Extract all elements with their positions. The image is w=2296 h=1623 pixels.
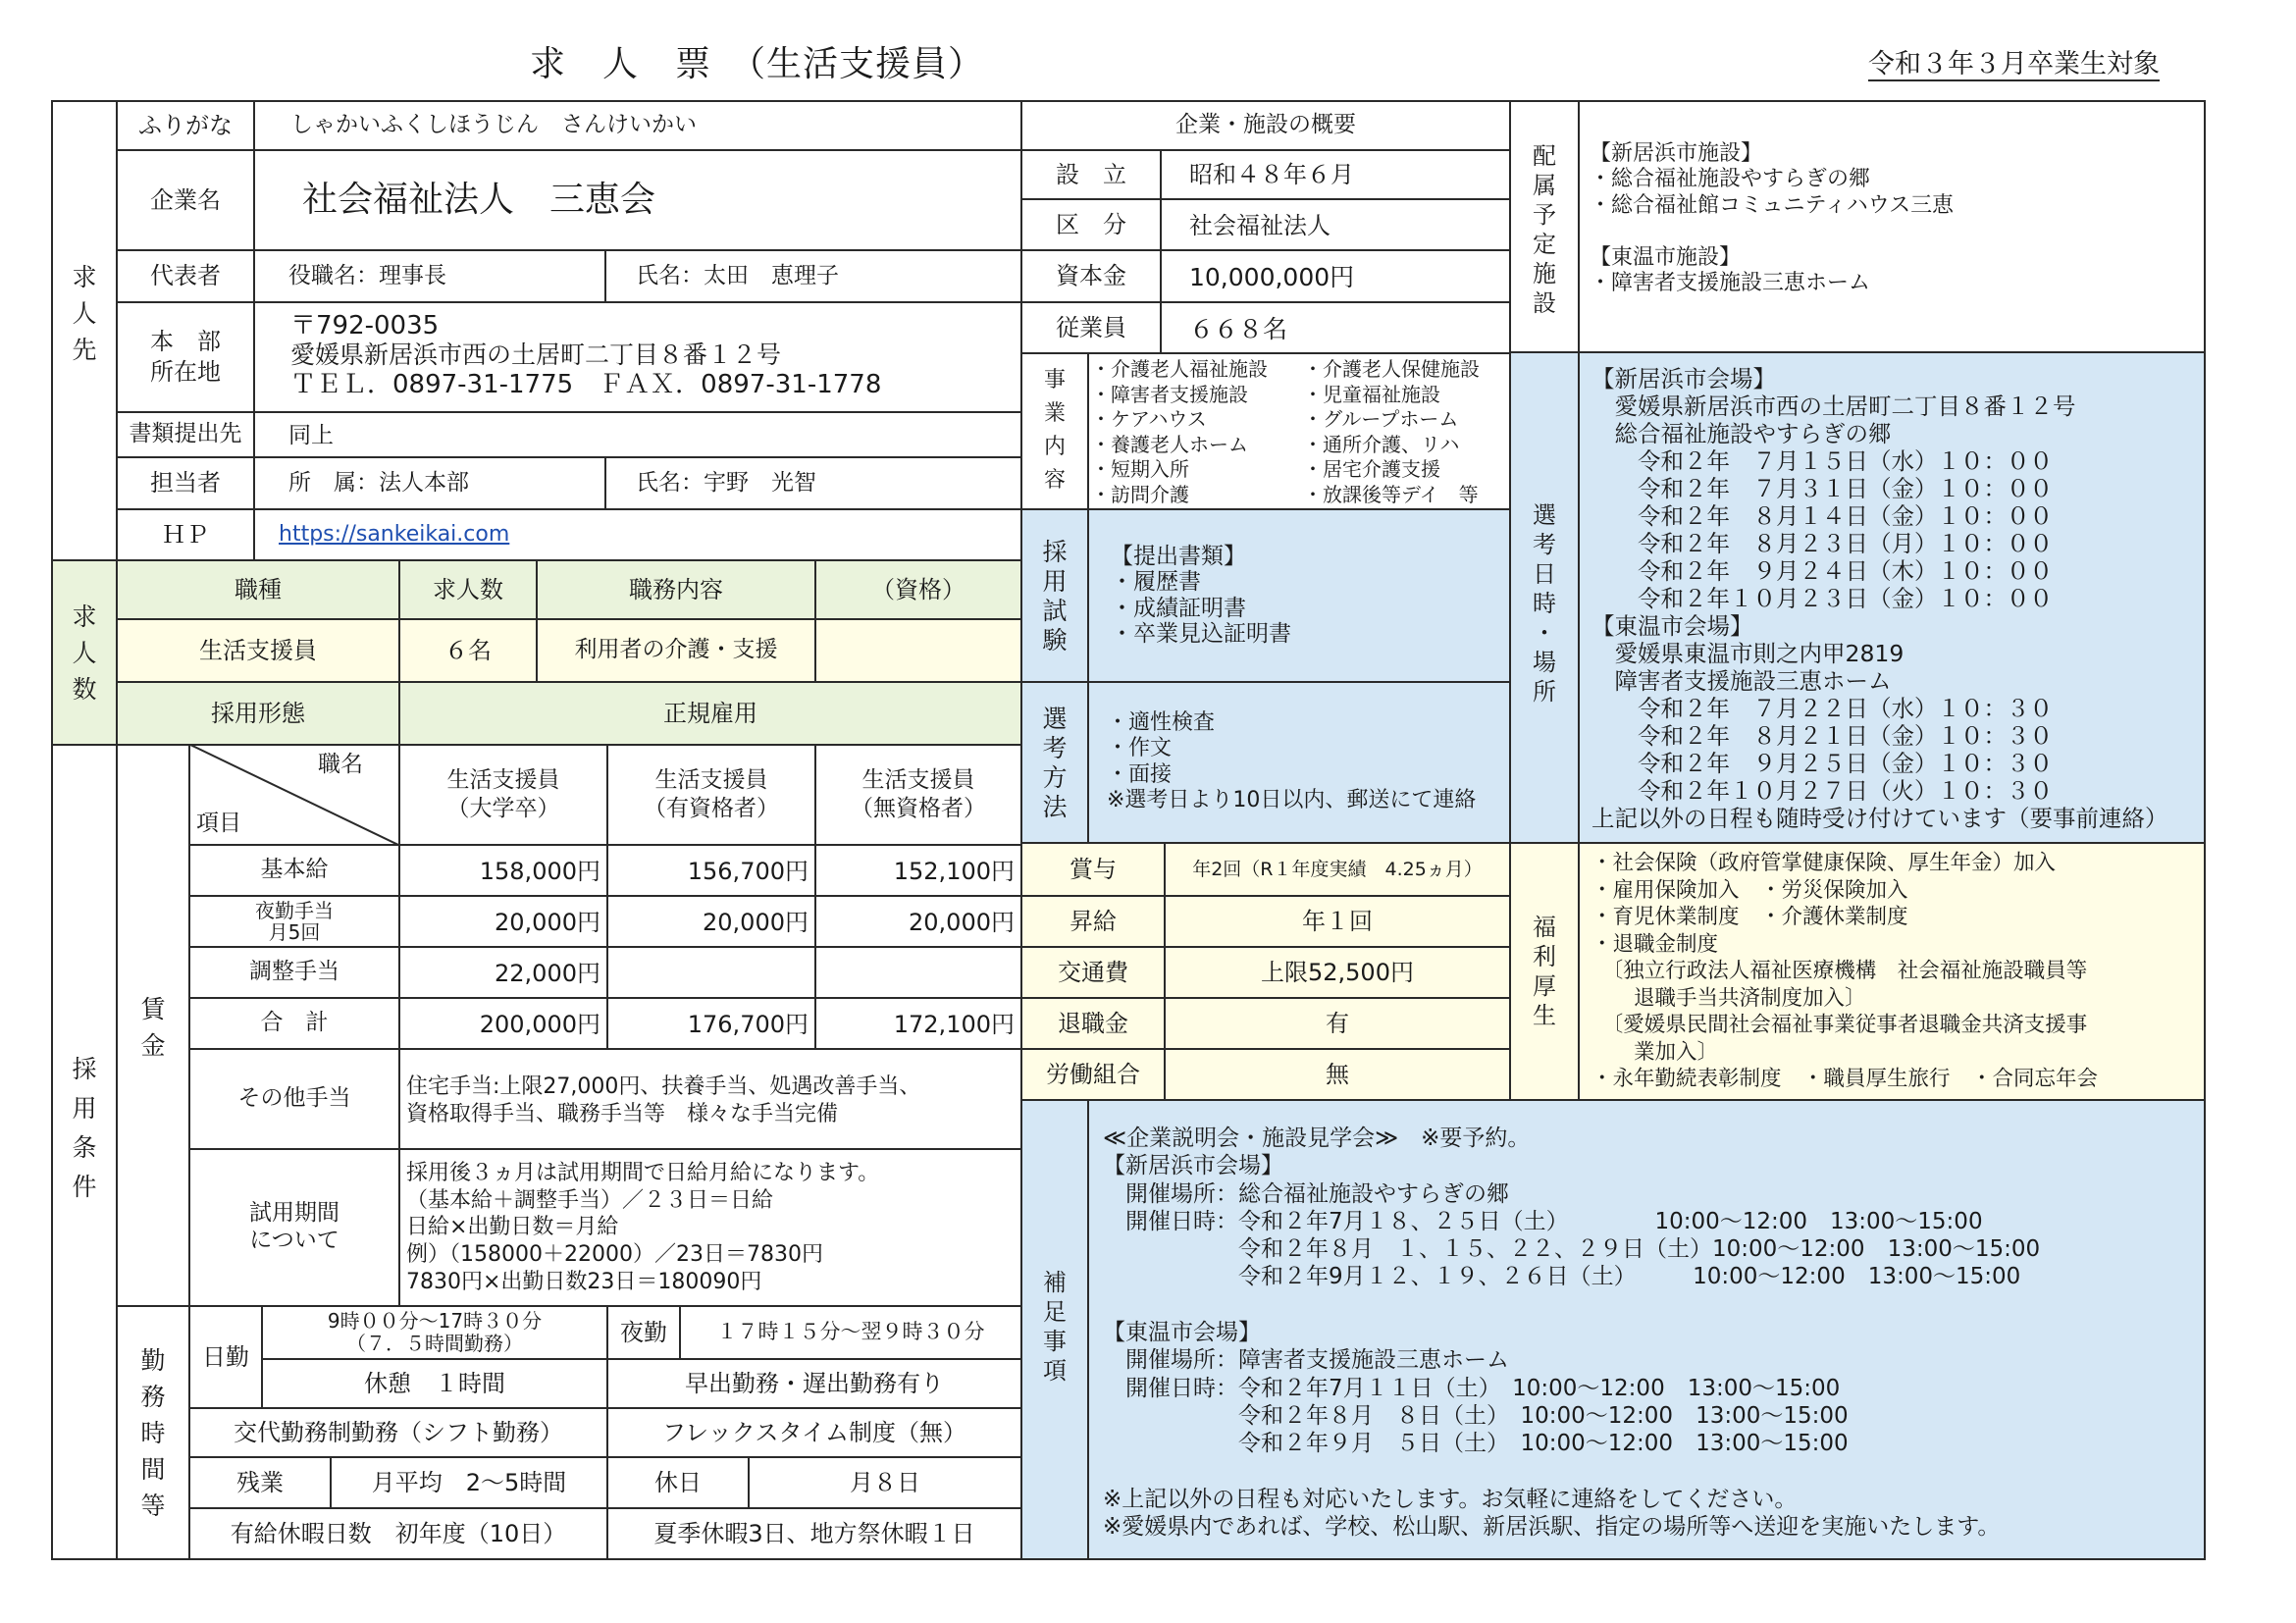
flextime: フレックスタイム制度（無）	[606, 1407, 1022, 1458]
early-late-shift: 早出勤務・遅出勤務有り	[606, 1358, 1022, 1409]
schedule-text: 【新居浜市会場】 愛媛県新居浜市西の土居町二丁目８番１２号 総合福祉施設やすらぎの郷 令和２年 ７月１５日（水）１０：００ 令和２年 ７月３１日（金）１０：００ 令和２年 ８月１４日（金）１０：００ 令和２年 ８月２３日（月）１０：００ 令和２年 ９月２４日（木）１０：００ 令和２年１０月２３日（金）１０：００ 【東温市会場】 愛媛県東温市則之内甲2819 障害者支援施設三恵ホーム 令和２年 ７月２２日（水）１０：３０ 令和２年 ８月２１日（金）１０：３０ 令和２年 ９月２５日（金）１０：３０ 令和２年１０月２７日（火）１０：３０ 上記以外の日程も随時受け付けています（要事前連絡）	[1592, 365, 2168, 832]
salary-cell: 20,000円	[606, 895, 816, 948]
salary-cell: 200,000円	[398, 997, 608, 1050]
diagonal-job-title: 職名	[318, 752, 363, 777]
capital-label: 資本金	[1020, 249, 1162, 303]
company-label: 企業名	[116, 149, 255, 251]
salary-cell: 156,700円	[606, 844, 816, 897]
hq-postal-code: 〒792-0035	[290, 311, 440, 340]
welfare-cell	[1578, 842, 2206, 1101]
overtime-value: 月平均 2～5時間	[330, 1456, 608, 1509]
founded-value: 昭和４８年６月	[1189, 161, 1354, 188]
job-type-value: 生活支援員	[116, 618, 400, 683]
other-allowance-cell	[398, 1048, 1022, 1150]
founded-cell	[1160, 149, 1511, 200]
col-header-qualified: 生活支援員 （有資格者）	[606, 744, 816, 846]
salary-cell: 22,000円	[398, 946, 608, 999]
contact-label: 担当者	[116, 456, 255, 510]
business-list-right: ・介護老人保健施設 ・児童福祉施設 ・グループホーム ・通所介護、リハ ・居宅介護支援 ・放課後等デイ 等	[1303, 357, 1480, 506]
overview-header: 企業・施設の概要	[1020, 100, 1511, 151]
salary-row-label: 夜勤手当 月5回	[188, 895, 400, 948]
furigana-label: ふりがな	[116, 100, 255, 151]
assignment-cell	[1578, 100, 2206, 353]
openings-value: ６名	[398, 618, 538, 683]
night-shift-time: １７時１５分～翌９時３０分	[679, 1305, 1022, 1360]
raise-value: 年１回	[1164, 895, 1511, 948]
salary-cell: 172,100円	[814, 997, 1022, 1050]
salary-cell: 176,700円	[606, 997, 816, 1050]
raise-label: 昇給	[1020, 895, 1166, 948]
paid-leave: 有給休暇日数 初年度（10日）	[188, 1507, 608, 1560]
representative-name: 氏名：太田 恵理子	[636, 263, 839, 288]
business-label: 事 業 内 容	[1020, 352, 1089, 510]
representative-label: 代表者	[116, 249, 255, 303]
hq-label: 本 部 所在地	[116, 301, 255, 413]
homepage-label: ＨＰ	[116, 508, 255, 561]
founded-label: 設 立	[1020, 149, 1162, 200]
contact-department: 所 属：法人本部	[288, 470, 469, 496]
capital-cell	[1160, 249, 1511, 303]
category-value: 社会福祉法人	[1189, 212, 1331, 239]
notes-label: 補 足 事 項	[1020, 1099, 1089, 1560]
employees-value: ６６８名	[1189, 315, 1288, 343]
bonus-label: 賞与	[1020, 842, 1166, 897]
bonus-value: 年2回（R１年度実績 4.25ヵ月）	[1164, 842, 1511, 897]
transport-value: 上限52,500円	[1164, 946, 1511, 999]
salary-row-label: 調整手当	[188, 946, 400, 999]
schedule-cell	[1578, 351, 2206, 844]
company-cell	[253, 149, 1022, 251]
notes-cell	[1087, 1099, 2206, 1560]
trial-period-text: 採用後３ヵ月は試用期間で日給月給になります。 （基本給＋調整手当）／２３日＝日給 日給×出勤日数＝月給 例）（158000＋22000）／23日＝7830円 7830円×出勤日数23日＝180090円	[406, 1161, 880, 1294]
work-hours-label: 勤 務 時 間 等	[116, 1305, 190, 1560]
target-graduates: 令和３年３月卒業生対象	[1868, 49, 2160, 79]
business-list-left: ・介護老人福祉施設 ・障害者支援施設 ・ケアハウス ・養護老人ホーム ・短期入所 ・訪問介護	[1091, 357, 1268, 506]
notes-text: ≪企業説明会・施設見学会≫ ※要予約。 【新居浜市会場】 開催場所：総合福祉施設やすらぎの郷 開催日時：令和２年7月１８、２５日（土） 10:00～12:00 13:00～15:00 令和２年８月 １、１５、２２、２９日（土）10:00～12:00 13:00～15:00 令和２年9月１２、１９、２６日（土） 10:00～12:00 13:00～15:00 【東温市会場】 開催場所：障害者支援施設三恵ホーム 開催日時：令和２年7月１１日（土） 10:00～12:00 13:00～15:00 令和２年８月 ８日（土） 10:00～12:00 13:00～15:00 令和２年９月 ５日（土） 10:00～12:00 13:00～15:00 ※上記以外の日程も対応いたします。お気軽に連絡をしてください。 ※愛媛県内であれば、学校、松山駅、新居浜駅、指定の場所等へ送迎を実施いたします。	[1103, 1126, 2041, 1541]
salary-row-label: 基本給	[188, 844, 400, 897]
assignment-facilities: 【新居浜市施設】 ・総合福祉施設やすらぎの郷 ・総合福祉館コミュニティハウス三恵 【東温市施設】 ・障害者支援施設三恵ホーム	[1590, 141, 1955, 295]
salary-cell	[606, 946, 816, 999]
representative-title: 役職名：理事長	[288, 263, 446, 288]
furigana-text: しゃかいふくしほうじん さんけいかい	[290, 112, 697, 137]
break-time: 休憩 １時間	[261, 1358, 608, 1409]
category-cell	[1160, 198, 1511, 251]
homepage-cell	[253, 508, 1022, 561]
exam-documents: 【提出書類】 ・履歴書 ・成績証明書 ・卒業見込証明書	[1111, 544, 1291, 648]
diagonal-item: 項目	[196, 811, 241, 836]
company-name: 社会福祉法人 三恵会	[302, 180, 656, 220]
salary-cell: 20,000円	[398, 895, 608, 948]
homepage-link[interactable]: https://sankeikai.com	[279, 522, 510, 547]
selection-method-text: ・適性検査 ・作文 ・面接 ※選考日より10日以内、郵送にて連絡	[1107, 710, 1477, 813]
holidays-value: 月８日	[748, 1456, 1022, 1509]
trial-period-cell	[398, 1148, 1022, 1307]
day-shift-time: 9時００分～17時３０分 （７．５時間勤務）	[261, 1305, 608, 1360]
capital-value: 10,000,000円	[1189, 263, 1355, 291]
furigana-cell	[253, 100, 1022, 151]
contact-name-cell	[604, 456, 1022, 510]
exam-cell	[1087, 508, 1511, 683]
selection-method-label: 選 考 方 法	[1020, 681, 1089, 844]
duty-header: 職務内容	[536, 559, 816, 620]
other-allowance-label: その他手当	[188, 1048, 400, 1150]
welfare-label: 福 利 厚 生	[1509, 842, 1580, 1101]
chingin-label: 賃 金	[116, 744, 190, 1307]
summer-leave: 夏季休暇3日、地方祭休暇１日	[606, 1507, 1022, 1560]
employment-form-label: 採用形態	[116, 681, 400, 746]
submission-label: 書類提出先	[116, 411, 255, 458]
other-allowance-text: 住宅手当:上限27,000円、扶養手当、処遇改善手当、 資格取得手当、職務手当等 様々な手当完備	[406, 1074, 921, 1126]
day-shift-label: 日勤	[188, 1305, 263, 1409]
salary-diagonal-header	[188, 744, 400, 846]
col-header-university: 生活支援員 （大学卒）	[398, 744, 608, 846]
hq-phone-fax: ＴＥＬ．0897-31-1775 ＦＡＸ．0897-31-1778	[290, 370, 882, 399]
employment-form-value: 正規雇用	[398, 681, 1022, 746]
kyujinsu-side-label: 求 人 数	[51, 559, 118, 746]
night-shift-label: 夜勤	[606, 1305, 681, 1360]
col-header-unqualified: 生活支援員 （無資格者）	[814, 744, 1022, 846]
contact-dept-cell	[253, 456, 606, 510]
submission-value: 同上	[288, 423, 334, 448]
qualification-value	[814, 618, 1022, 683]
retirement-label: 退職金	[1020, 997, 1166, 1050]
openings-header: 求人数	[398, 559, 538, 620]
page-title: 求 人 票 （生活支援員）	[530, 44, 985, 84]
duty-value: 利用者の介護・支援	[536, 618, 816, 683]
representative-title-cell	[253, 249, 606, 303]
salary-cell: 20,000円	[814, 895, 1022, 948]
exam-label: 採 用 試 験	[1020, 508, 1089, 683]
submission-cell	[253, 411, 1022, 458]
salary-cell: 152,100円	[814, 844, 1022, 897]
overtime-label: 残業	[188, 1456, 332, 1509]
retirement-value: 有	[1164, 997, 1511, 1050]
hq-address-cell	[253, 301, 1022, 413]
shift-work: 交代勤務制勤務（シフト勤務）	[188, 1407, 608, 1458]
salary-cell: 158,000円	[398, 844, 608, 897]
salary-cell	[814, 946, 1022, 999]
schedule-label: 選 考 日 時 ・ 場 所	[1509, 351, 1580, 844]
job-type-header: 職種	[116, 559, 400, 620]
holidays-label: 休日	[606, 1456, 750, 1509]
welfare-text: ・社会保険（政府管掌健康保険、厚生年金）加入 ・雇用保険加入 ・労災保険加入 ・育児休業制度 ・介護休業制度 ・退職金制度 〔独立行政法人福祉医療機構 社会福祉施設職員等 退職手当共済制度加入〕 〔愛媛県民間社会福祉事業従事者退職金共済支援事 業加入〕 ・永年勤続表彰制度 ・職員厚生旅行 ・合同忘年会	[1592, 851, 2099, 1091]
salary-row-label: 合 計	[188, 997, 400, 1050]
union-label: 労働組合	[1020, 1048, 1166, 1101]
hq-address: 愛媛県新居浜市西の土居町二丁目８番１２号	[290, 340, 782, 369]
selection-method-cell	[1087, 681, 1511, 844]
employees-label: 従業員	[1020, 301, 1162, 354]
contact-name: 氏名：宇野 光智	[636, 470, 816, 496]
union-value: 無	[1164, 1048, 1511, 1101]
qualification-header: （資格）	[814, 559, 1022, 620]
assignment-label: 配 属 予 定 施 設	[1509, 100, 1580, 353]
joken-side-label: 採 用 条 件	[51, 744, 118, 1560]
employees-cell	[1160, 301, 1511, 354]
kyujinsaki-side-label: 求 人 先	[51, 100, 118, 561]
trial-period-label: 試用期間 について	[188, 1148, 400, 1307]
representative-name-cell	[604, 249, 1022, 303]
business-cell	[1087, 352, 1511, 510]
category-label: 区 分	[1020, 198, 1162, 251]
transport-label: 交通費	[1020, 946, 1166, 999]
